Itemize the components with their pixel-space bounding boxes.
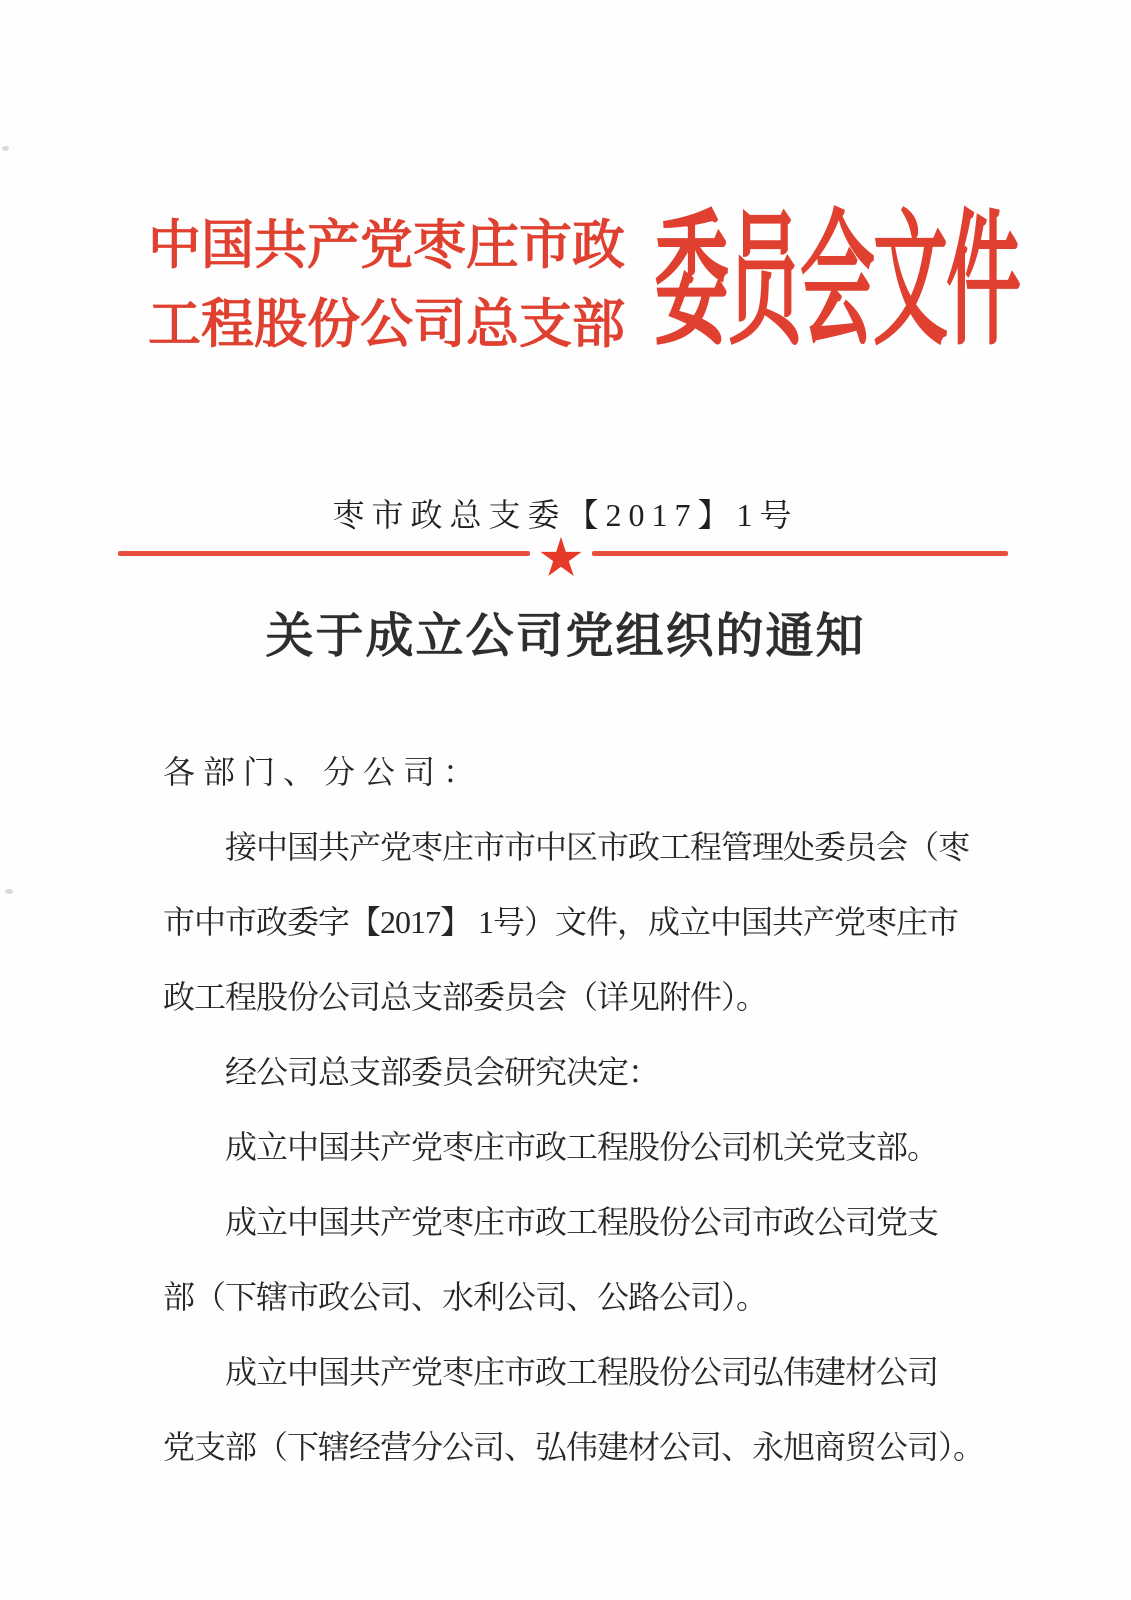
scan-speck	[5, 889, 13, 894]
salutation: 各部门、分公司：	[163, 754, 484, 790]
scan-speck	[2, 146, 9, 151]
letterhead-org-name	[148, 207, 625, 365]
red-star-icon	[538, 536, 584, 581]
document-body	[163, 735, 1013, 1485]
org-name-line1: 中国共产党枣庄市政	[148, 217, 625, 275]
body-line: 成立中国共产党枣庄市政工程股份公司弘伟建材公司	[225, 1354, 939, 1390]
body-line: 政工程股份公司总支部委员会（详见附件）。	[163, 979, 768, 1015]
body-line: 成立中国共产党枣庄市政工程股份公司市政公司党支	[225, 1204, 939, 1240]
red-divider-left	[118, 551, 530, 556]
document-title: 关于成立公司党组织的通知	[265, 610, 866, 663]
org-name-line2: 工程股份公司总支部	[148, 296, 625, 354]
doc-number: 枣市政总支委【2017】1号	[332, 497, 799, 533]
body-line: 接中国共产党枣庄市市中区市政工程管理处委员会（枣	[225, 829, 970, 865]
body-line: 成立中国共产党枣庄市政工程股份公司机关党支部。	[225, 1129, 939, 1165]
body-line: 党支部（下辖经营分公司、弘伟建材公司、永旭商贸公司）。	[163, 1429, 985, 1465]
body-line: 部（下辖市政公司、水利公司、公路公司）。	[163, 1279, 768, 1315]
body-line: 市中市政委字【2017】 1号）文件，成立中国共产党枣庄市	[163, 904, 959, 940]
letterhead-doc-word: 委员会文件	[654, 202, 1020, 365]
red-divider-right	[592, 551, 1008, 556]
body-line: 经公司总支部委员会研究决定：	[225, 1054, 660, 1090]
